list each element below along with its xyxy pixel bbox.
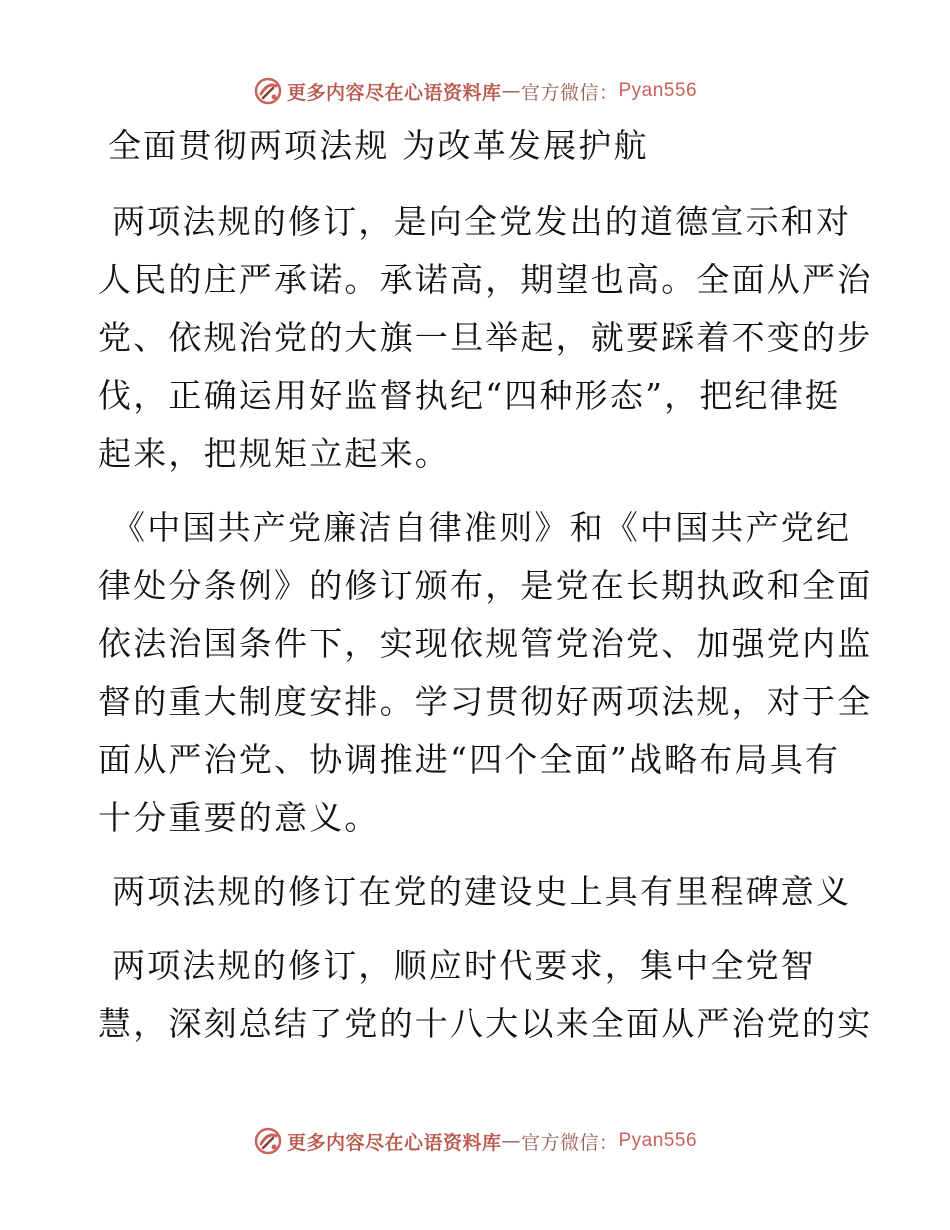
paragraph-2-line-5: 面从严治党、协调推进“四个全面”战略布局具有: [98, 740, 841, 779]
footer-banner-wechat-id: Pyan556: [618, 1130, 698, 1151]
paragraph-1-line-4: 伐，正确运用好监督执纪“四种形态”，把纪律挺: [98, 376, 841, 415]
header-banner-text: 更多内容尽在心语资料库: [286, 81, 502, 104]
paragraph-2-line-3: 依法治国条件下，实现依规管党治党、加强党内监: [98, 624, 873, 663]
section-heading: 两项法规的修订在党的建设史上具有里程碑意义: [112, 872, 852, 911]
footer-banner-text: 更多内容尽在心语资料库: [286, 1131, 502, 1154]
footer-banner-separator: —: [501, 1130, 521, 1152]
header-banner-wechat-id: Pyan556: [618, 80, 698, 101]
paragraph-3-line-1: 两项法规的修订，顺应时代要求，集中全党智: [112, 946, 816, 985]
header-banner-label: 官方微信：: [520, 81, 619, 104]
seal-logo-icon: [253, 1126, 283, 1156]
paragraph-2-line-6: 十分重要的意义。: [98, 798, 380, 837]
footer-banner: [0, 1124, 950, 1158]
seal-logo-icon: [253, 76, 283, 106]
footer-banner-label: 官方微信：: [520, 1131, 619, 1154]
paragraph-1-line-5: 起来，把规矩立起来。: [98, 434, 450, 473]
document-title: 全面贯彻两项法规 为改革发展护航: [108, 126, 649, 165]
header-banner: [0, 74, 950, 108]
paragraph-1-line-3: 党、依规治党的大旗一旦举起，就要踩着不变的步: [98, 318, 873, 357]
header-banner-separator: —: [501, 80, 521, 102]
paragraph-2-line-2: 律处分条例》的修订颁布，是党在长期执政和全面: [98, 566, 873, 605]
paragraph-1-line-2: 人民的庄严承诺。承诺高，期望也高。全面从严治: [98, 260, 873, 299]
paragraph-2-line-4: 督的重大制度安排。学习贯彻好两项法规，对于全: [98, 682, 873, 721]
paragraph-1-line-1: 两项法规的修订，是向全党发出的道德宣示和对: [112, 202, 852, 241]
paragraph-3-line-2: 慧，深刻总结了党的十八大以来全面从严治党的实: [98, 1004, 873, 1043]
paragraph-2-line-1: 《中国共产党廉洁自律准则》和《中国共产党纪: [112, 508, 852, 547]
